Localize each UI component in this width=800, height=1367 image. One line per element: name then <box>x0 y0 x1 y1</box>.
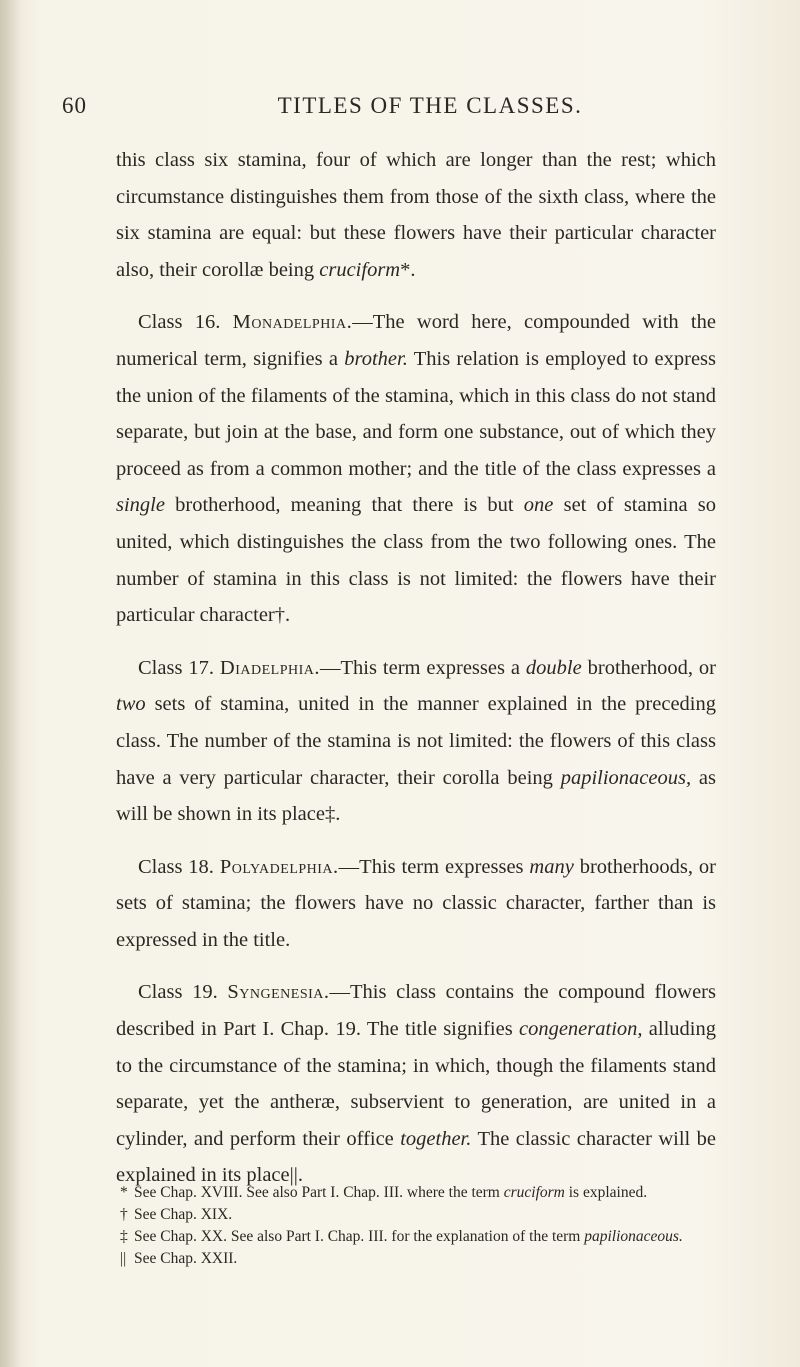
class-number: Class 18. <box>138 855 220 878</box>
footnotes <box>116 1182 716 1270</box>
page-number: 60 <box>62 93 87 118</box>
paragraph-continuation <box>116 142 716 288</box>
footnote-mark: || <box>120 1250 127 1267</box>
italic-term: cruciform <box>503 1184 565 1201</box>
page-gutter-shadow <box>0 0 22 1367</box>
footnote-mark: * <box>120 1184 128 1201</box>
text-span: —This term expresses a <box>320 656 526 679</box>
text-span: brotherhood, or <box>581 656 716 679</box>
italic-term: many <box>529 855 574 878</box>
italic-term: together. <box>400 1127 472 1150</box>
paragraph-class-17 <box>116 650 716 833</box>
text-span: set of stamina so united, which distinguishes the class from the two following ones. The number of stamina in this class is not limited: the flowers have their particular character†. <box>116 494 717 627</box>
footnote-mark: † <box>120 1206 128 1223</box>
italic-term: papilionaceous. <box>584 1228 683 1245</box>
footnote-mark: ‡ <box>120 1228 128 1245</box>
text-span: —The word here, compounded with the numerical term, signifies a <box>116 311 716 370</box>
footnote <box>116 1248 716 1270</box>
italic-term: congeneration, <box>518 1018 643 1041</box>
footnote <box>116 1226 716 1248</box>
page-header <box>0 93 800 129</box>
italic-term: one <box>523 494 554 517</box>
paragraph-class-19 <box>116 974 716 1194</box>
text-span: See Chap. XVIII. See also Part I. Chap. III. where the term <box>134 1184 504 1201</box>
class-number: Class 16. <box>138 311 233 334</box>
running-title: TITLES OF THE CLASSES. <box>277 93 583 118</box>
text-span: brotherhood, meaning that there is but <box>164 494 524 517</box>
text-span: alluding to the circumstance of the stamina; in which, though the filaments stand separate, yet the antheræ, subservient to generation, are united in a cylinder, and perform their office <box>116 1018 716 1150</box>
class-name: Monadelphia. <box>232 311 353 334</box>
text-span: See Chap. XX. See also Part I. Chap. III. for the explanation of the term <box>134 1228 585 1245</box>
text-span: —This class contains the compound flowers described in Part I. Chap. 19. The title signifies <box>116 981 716 1041</box>
paragraph-class-18 <box>116 849 716 959</box>
class-number: Class 17. <box>138 656 220 679</box>
class-number: Class 19. <box>138 981 228 1004</box>
italic-term: papilionaceous, <box>560 766 692 789</box>
text-span: This relation is employed to express the union of the filaments of the stamina, which in this class do not stand separate, but join at the base, and form one substance, out of which they proceed as from a common mother; and the title of the class expresses a <box>116 347 717 480</box>
text-span: See Chap. XIX. <box>134 1206 233 1223</box>
text-span: as will be shown in its place‡. <box>116 766 717 826</box>
italic-term: two <box>116 693 146 716</box>
text-span: is explained. <box>564 1184 648 1201</box>
italic-term: brother. <box>344 347 408 370</box>
paragraph-class-16 <box>116 304 716 633</box>
text-span: sets of stamina, united in the manner explained in the preceding class. The number of the stamina is not limited: the flowers of this class have a very particular character, their corolla being <box>116 693 716 789</box>
text-span: *. <box>400 258 416 281</box>
text-span: —This term expresses <box>338 855 530 878</box>
text-span: See Chap. XXII. <box>134 1250 238 1267</box>
footnote <box>116 1204 716 1226</box>
italic-term: cruciform <box>319 258 401 281</box>
class-name: Polyadelphia. <box>219 855 339 878</box>
text-span: The classic character will be explained in its place||. <box>116 1127 716 1187</box>
text-span: this class six stamina, four of which are longer than the rest; which circumstance distinguishes them from those of the sixth class, where the six stamina are equal: but these flowers have their particular character also, their corollæ being <box>116 149 716 281</box>
italic-term: double <box>525 656 582 679</box>
body-text <box>116 142 716 1210</box>
text-span: brotherhoods, or sets of stamina; the flowers have no classic character, farther than is expressed in the title. <box>116 855 716 951</box>
footnote <box>116 1182 716 1204</box>
italic-term: single <box>116 494 165 517</box>
class-name: Syngenesia. <box>227 981 330 1004</box>
class-name: Diadelphia. <box>219 656 321 679</box>
